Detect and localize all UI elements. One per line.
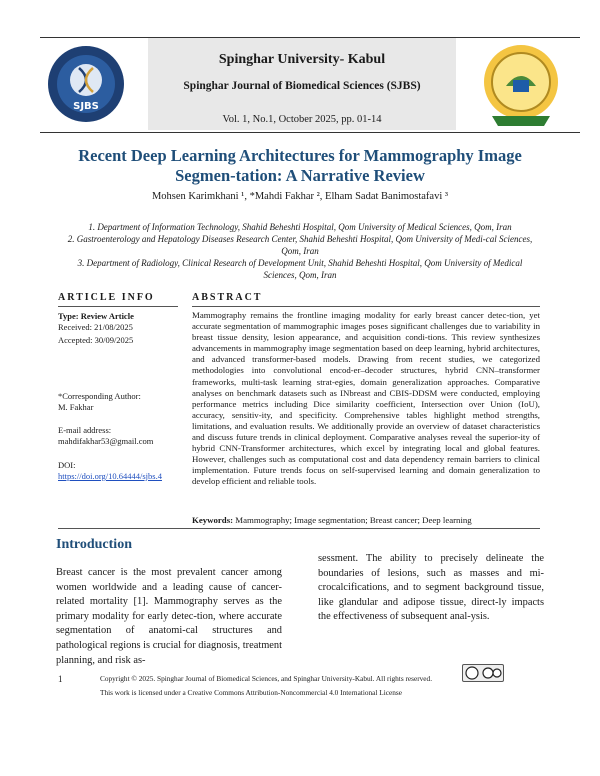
email-address[interactable]: mahdifakhar53@gmail.com: [58, 436, 154, 446]
page-number: 1: [58, 674, 63, 684]
article-title: Recent Deep Learning Architectures for Mammography Image Segmen-tation: A Narrative Review: [78, 146, 522, 185]
intro-column-1: Breast cancer is the most prevalent cancer among women worldwide and a leading cause of cancer-related mortality [1]. Mammography serves as the primary modality for early detec-tion, where accurate segmentation of anatomi-cal structures and pathological regions is crucial for diagnosis, treatment planning, and risk as-: [56, 567, 282, 666]
introduction-heading: Introduction: [56, 537, 132, 552]
affiliation-3: 3. Department of Radiology, Clinical Research of Development Unit, Shahid Beheshti Hospital, Qom University of Medical Sciences, Qom, Iran: [77, 258, 523, 280]
info-rule: [58, 306, 178, 307]
author-list: Mohsen Karimkhani ¹, *Mahdi Fakhar ², Elham Sadat Banimostafavi ³: [151, 191, 449, 202]
copyright-text: Copyright © 2025. Spinghar Journal of Biomedical Sciences, and Spinghar University-Kabul. All rights reserved.: [100, 674, 433, 683]
intro-column-2: sessment. The ability to precisely delineate the boundaries of lesions, such as masses and mi-crocalcifications, and to segment background tissue, like glandular and adipose tissue, direct-ly impacts the effectiveness of subsequent anal-ysis.: [318, 553, 544, 623]
keywords-list: Mammography; Image segmentation; Breast cancer; Deep learning: [235, 515, 472, 525]
university-name: Spinghar University- Kabul: [218, 52, 386, 67]
logo-text: SJBS: [73, 101, 99, 112]
corresponding-name: M. Fakhar: [58, 402, 94, 412]
journal-name: Spinghar Journal of Biomedical Sciences (SJBS): [183, 80, 421, 92]
affiliation-2: 2. Gastroenterology and Hepatology Diseases Research Center, Shahid Beheshti Hospital, Qom University of Medi-cal Sciences, Qom, Iran: [67, 234, 533, 256]
abstract-heading: ABSTRACT: [192, 292, 263, 303]
spinghar-university-seal-icon: [480, 42, 562, 128]
received-date: Received: 21/08/2025: [58, 322, 133, 332]
sjbs-logo-icon: [46, 44, 126, 124]
accepted-date: Accepted: 30/09/2025: [58, 335, 134, 345]
license-text: This work is licensed under a Creative Commons Attribution-Noncommercial 4.0 International License: [100, 688, 402, 697]
abstract-rule: [192, 306, 540, 307]
keywords-label: Keywords:: [192, 515, 234, 525]
volume-info: Vol. 1, No.1, October 2025, pp. 01-14: [222, 114, 382, 125]
creative-commons-icon[interactable]: [462, 664, 504, 682]
abstract-body: Mammography remains the frontline imaging modality for early breast cancer detec-tion, yet accurate segmentation of mammographic images poses significant challenges due to variability in breast tissue density, lesion appearance, and acquisition condi-tions. This review synthesizes advancements in mammography image segmentation based on deep learning, hybrid architectures, and advanced transformer-based models. Drawing from recent studies, we categorized methodologies into convolutional encod-er–decoder structures, hybrid CNN–transformer frameworks, multi-task learning strat-egies, domain generalization approaches. Comparative analyses on benchmark datasets such as INbreast and CBIS-DDSM were conducted, employing performance metrics including Dice similarity coefficient, Intersection over Union (IoU), accuracy, sensitiv-ity, and specificity. Comprehensive tables highlight method strengths, limitations, and evaluation results. We additionally provide an overview of dataset characteristics and discuss future trends in clinical deployment. Comparative analyses reveal the superior-ity of hybrid CNN-Transformer architectures, which excel by integrating local and global features. However, challenges such as computational cost and data dependency remain barriers to clinical implementation. Future trends focus on self-supervised learning and domain generalization to develop efficient and reliable tools.: [192, 310, 540, 487]
abstract-bottom-rule: [58, 528, 540, 529]
keywords-line: [192, 515, 540, 525]
doi-label: DOI:: [58, 460, 76, 470]
corresponding-label: *Corresponding Author:: [58, 391, 141, 401]
doi-link[interactable]: https://doi.org/10.64444/sjbs.4: [58, 471, 162, 481]
copyright-footer: [100, 672, 520, 700]
affiliation-1: 1. Department of Information Technology, Shahid Beheshti Hospital, Qom University of Medical Sciences, Qom, Iran: [88, 222, 512, 232]
article-type: Type: Review Article: [58, 311, 134, 321]
article-info-heading: ARTICLE INFO: [58, 292, 155, 303]
header-bottom-rule: [40, 132, 580, 133]
email-label: E-mail address:: [58, 425, 112, 435]
